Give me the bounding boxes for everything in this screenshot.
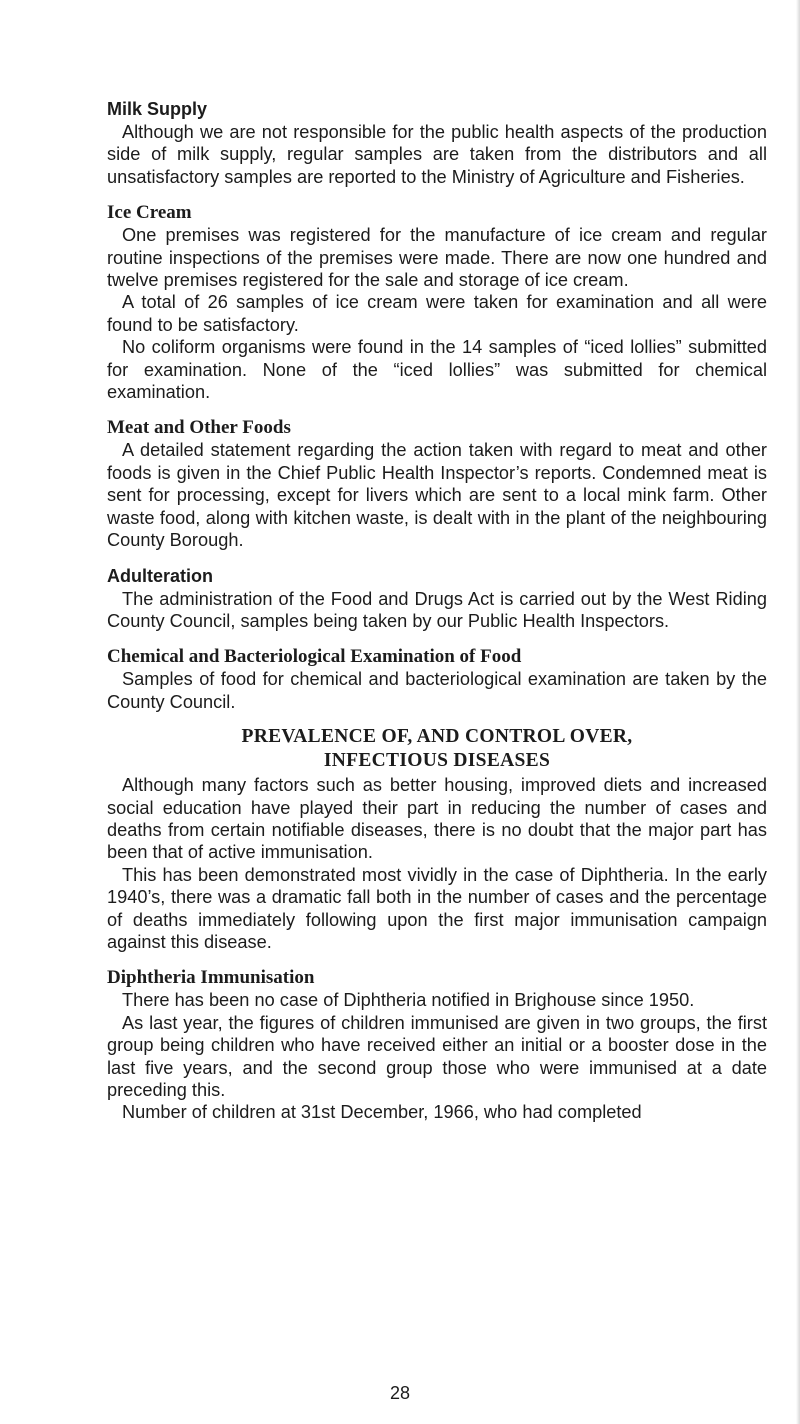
meat-section	[107, 416, 767, 551]
chemical-examination-heading: Chemical and Bacteriological Examination of Food	[107, 646, 522, 668]
page-number: 28	[389, 1383, 411, 1403]
page-edge-shadow	[796, 0, 800, 1424]
ice-cream-heading: Ice Cream	[107, 202, 192, 224]
ice-cream-section	[107, 201, 767, 403]
milk-supply-paragraph: Although we are not responsible for the public health aspects of the production side of milk supply, regular samples are taken from the distributors and all unsatisfactory samples are reported to the Ministry of Agriculture and Fisheries.	[107, 122, 767, 187]
prevalence-heading-line2: INFECTIOUS DISEASES	[323, 750, 551, 772]
chemical-examination-section	[107, 645, 767, 713]
diphtheria-paragraph: Number of children at 31st December, 1966, who had completed	[122, 1102, 642, 1123]
milk-supply-section	[107, 98, 767, 188]
milk-supply-heading: Milk Supply	[107, 99, 208, 119]
adulteration-heading: Adulteration	[107, 565, 213, 586]
prevalence-heading-line1: PREVALENCE OF, AND CONTROL OVER,	[241, 726, 633, 748]
chemical-examination-paragraph: Samples of food for chemical and bacteriological examination are taken by the County Council.	[107, 669, 767, 712]
adulteration-paragraph: The administration of the Food and Drugs Act is carried out by the West Riding County Council, samples being taken by our Public Health Inspectors.	[107, 588, 767, 631]
diphtheria-section	[107, 966, 767, 1123]
ice-cream-paragraph: A total of 26 samples of ice cream were taken for examination and all were found to be satisfactory.	[107, 292, 767, 335]
diphtheria-paragraph: There has been no case of Diphtheria notified in Brighouse since 1950.	[122, 990, 695, 1011]
meat-paragraph: A detailed statement regarding the action taken with regard to meat and other foods is given in the Chief Public Health Inspector’s reports. Condemned meat is sent for processing, except for livers which are sent to a local mink farm. Other waste food, along with kitchen waste, is dealt with in the plant of the neighbouring County Borough.	[107, 440, 767, 551]
prevalence-paragraph: Although many factors such as better housing, improved diets and increased social education have played their part in reducing the number of cases and deaths from certain notifiable diseases, there is no doubt that the major part has been that of active immunisation.	[107, 775, 767, 863]
adulteration-section	[107, 565, 767, 633]
document-page	[107, 98, 767, 1137]
prevalence-paragraph: This has been demonstrated most vividly in the case of Diphtheria. In the early 1940’s, there was a dramatic fall both in the number of cases and the percentage of deaths immediately following upon the first major immunisation campaign against this disease.	[107, 864, 767, 952]
ice-cream-paragraph: No coliform organisms were found in the 14 samples of “iced lollies” submitted for examination. None of the “iced lollies” was submitted for chemical examination.	[107, 337, 767, 403]
diphtheria-paragraph: As last year, the figures of children immunised are given in two groups, the first group being children who have received either an initial or a booster dose in the last five years, and the second group those who were immunised at a date preceding this.	[107, 1012, 767, 1100]
prevalence-section	[107, 726, 767, 953]
diphtheria-heading: Diphtheria Immunisation	[107, 967, 315, 989]
meat-heading: Meat and Other Foods	[107, 417, 291, 439]
ice-cream-paragraph: One premises was registered for the manufacture of ice cream and regular routine inspections of the premises were made. There are now one hundred and twelve premises registered for the sale and storage of ice cream.	[107, 225, 767, 291]
